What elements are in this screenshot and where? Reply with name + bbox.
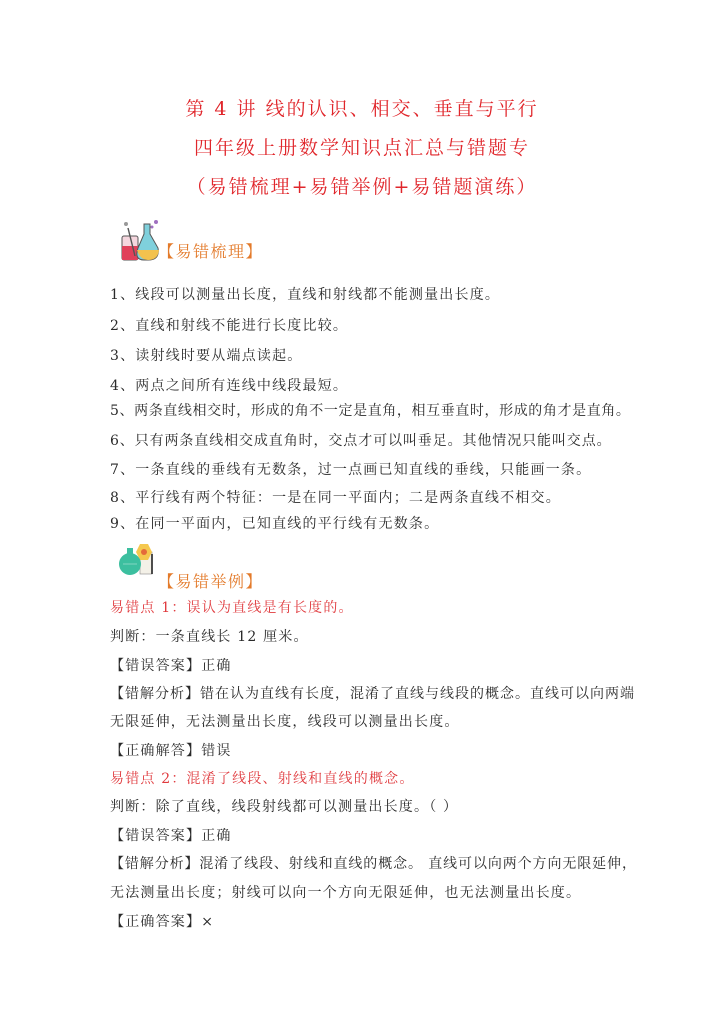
review-item: 3、读射线时要从端点读起。 [110, 348, 303, 364]
section-label-review: 【易错梳理】 [158, 242, 264, 261]
review-item: 7、一条直线的垂线有无数条，过一点画已知直线的垂线，只能画一条。 [110, 462, 592, 478]
wrong-answer: 【错误答案】正确 [110, 658, 232, 674]
error-analysis-cont: 无法测量出长度；射线可以向一个方向无限延伸，也无法测量出长度。 [110, 885, 582, 901]
review-item: 2、直线和射线不能进行长度比较。 [110, 318, 349, 334]
section-label-examples: 【易错举例】 [158, 572, 264, 591]
error-analysis: 【错解分析】混淆了线段、射线和直线的概念。 直线可以向两个方向无限延伸， [110, 856, 637, 872]
review-item: 5、两条直线相交时，形成的角不一定是直角，相互垂直时，形成的角才是直角。 [110, 403, 631, 419]
error-point-title: 易错点 1：误认为直线是有长度的。 [110, 600, 354, 616]
lab-flask-icon [118, 218, 162, 264]
error-analysis: 【错解分析】错在认为直线有长度，混淆了直线与线段的概念。直线可以向两端 [110, 686, 635, 702]
review-item: 8、平行线有两个特征：一是在同一平面内；二是两条直线不相交。 [110, 490, 561, 506]
page-subtitle-parts: （易错梳理+易错举例+易错题演练） [186, 176, 538, 198]
correct-answer: 【正确答案】× [110, 914, 215, 930]
review-item: 6、只有两条直线相交成直角时，交点才可以叫垂足。其他情况只能叫交点。 [110, 433, 612, 449]
page-title: 第 4 讲 线的认识、相交、垂直与平行 [185, 98, 539, 120]
review-item: 1、线段可以测量出长度，直线和射线都不能测量出长度。 [110, 287, 501, 303]
section-header-review [118, 218, 338, 268]
section-header-examples [118, 542, 338, 592]
flask-chart-icon [118, 542, 158, 578]
page-subtitle: 四年级上册数学知识点汇总与错题专 [193, 137, 530, 159]
correct-answer: 【正确解答】错误 [110, 743, 232, 759]
review-item: 9、在同一平面内，已知直线的平行线有无数条。 [110, 516, 440, 532]
example-question: 判断：除了直线，线段射线都可以测量出长度。（ ） [110, 799, 459, 815]
example-question: 判断：一条直线长 12 厘米。 [110, 629, 309, 645]
wrong-answer: 【错误答案】正确 [110, 828, 232, 844]
error-analysis-cont: 无限延伸，无法测量出长度，线段可以测量出长度。 [110, 714, 460, 730]
error-point-title: 易错点 2：混淆了线段、射线和直线的概念。 [110, 771, 415, 787]
review-item: 4、两点之间所有连线中线段最短。 [110, 378, 349, 394]
